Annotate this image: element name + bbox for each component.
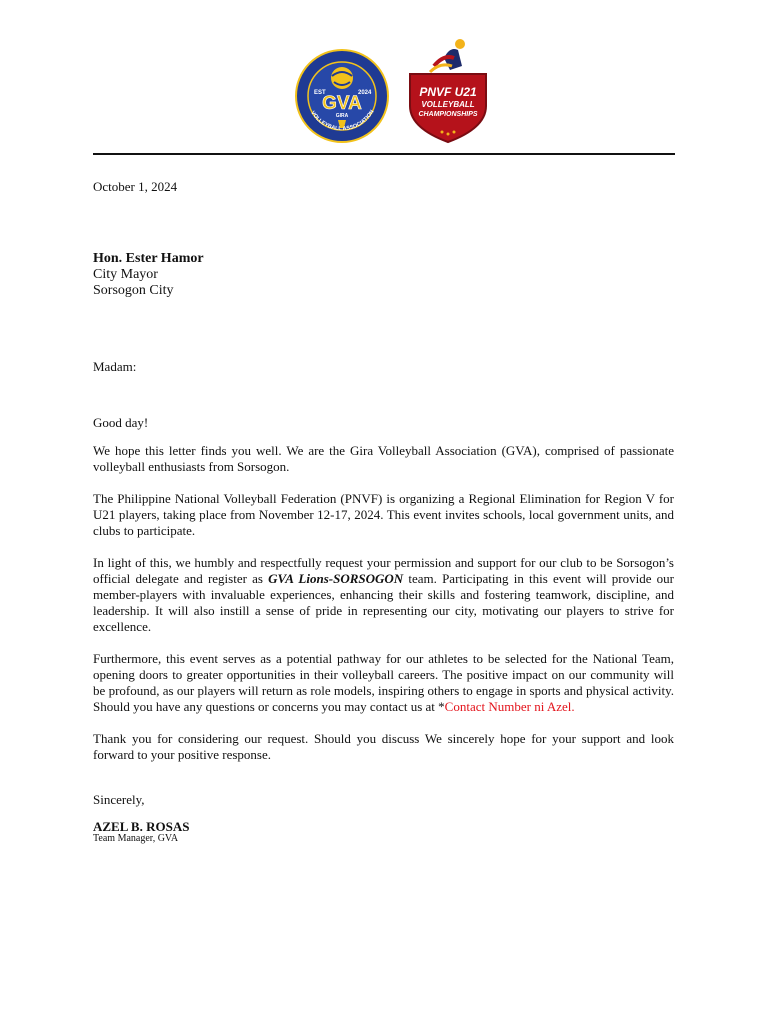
pnvf-logo <box>404 36 492 144</box>
pnvf-line3-text: CHAMPIONSHIPS <box>418 111 478 118</box>
gva-est-text: EST <box>314 90 326 96</box>
addressee-name: Hon. Ester Hamor <box>93 251 204 266</box>
paragraph-intro: We hope this letter finds you well. We are the Gira Volleyball Association (GVA), comprised of passionate volleyball enthusiasts from Sorsogon. <box>93 443 674 474</box>
pnvf-line1-text: PNVF U21 <box>419 85 477 99</box>
contact-placeholder: Contact Number ni Azel. <box>444 699 575 714</box>
pnvf-line2-text: VOLLEYBALL <box>421 100 475 109</box>
paragraph-pathway <box>93 651 674 715</box>
salutation: Madam: <box>93 359 137 374</box>
request-text-after: team. Participating in this event will provide our member-players with invaluable experiences, enhancing their skills and fostering teamwork, discipline, and leadership. It will also instill a sense of pride in representing our city, motivating our players to strive for excellence. <box>93 571 674 634</box>
addressee-title: City Mayor <box>93 267 158 282</box>
signer-name: AZEL B. ROSAS <box>93 819 190 834</box>
paragraph-event: The Philippine National Volleyball Federation (PNVF) is organizing a Regional Elimination for Region V for U21 players, taking place from November 12-17, 2024. This event invites schools, local government units, and clubs to participate. <box>93 491 674 538</box>
gva-sub-text: GIRA <box>335 113 349 119</box>
pathway-text: Furthermore, this event serves as a potential pathway for our athletes to be selected for the National Team, opening doors to greater opportunities in their volleyball careers. The positive impact on our community will be profound, as our players will return as role models, inspiring others to engage in sports and physical activity. Should you have any questions or concerns you may contact us at * <box>93 651 674 714</box>
gva-year-text: 2024 <box>358 90 372 96</box>
letter-body <box>93 415 674 763</box>
gva-abbr-text: GVA <box>322 93 362 114</box>
greeting: Good day! <box>93 415 149 430</box>
gva-logo <box>294 48 390 144</box>
request-text-before: In light of this, we humbly and respectfully request your permission and support for our club to be Sorsogon’s official delegate and register as <box>93 555 674 586</box>
letterhead-logos <box>0 34 768 144</box>
addressee-city: Sorsogon City <box>93 283 174 298</box>
gva-ring-text: VOLLEYBALL ASSOCIATION <box>309 109 376 133</box>
team-name: GVA Lions-SORSOGON <box>268 571 404 586</box>
paragraph-thanks: Thank you for considering our request. Should you discuss We sincerely hope for your support and look forward to your positive response. <box>93 731 674 762</box>
paragraph-request <box>93 555 674 635</box>
header-divider <box>93 153 675 155</box>
letter-date: October 1, 2024 <box>93 179 178 194</box>
signer-title: Team Manager, GVA <box>93 833 179 844</box>
addressee-block <box>93 251 204 299</box>
closing: Sincerely, <box>93 792 145 807</box>
